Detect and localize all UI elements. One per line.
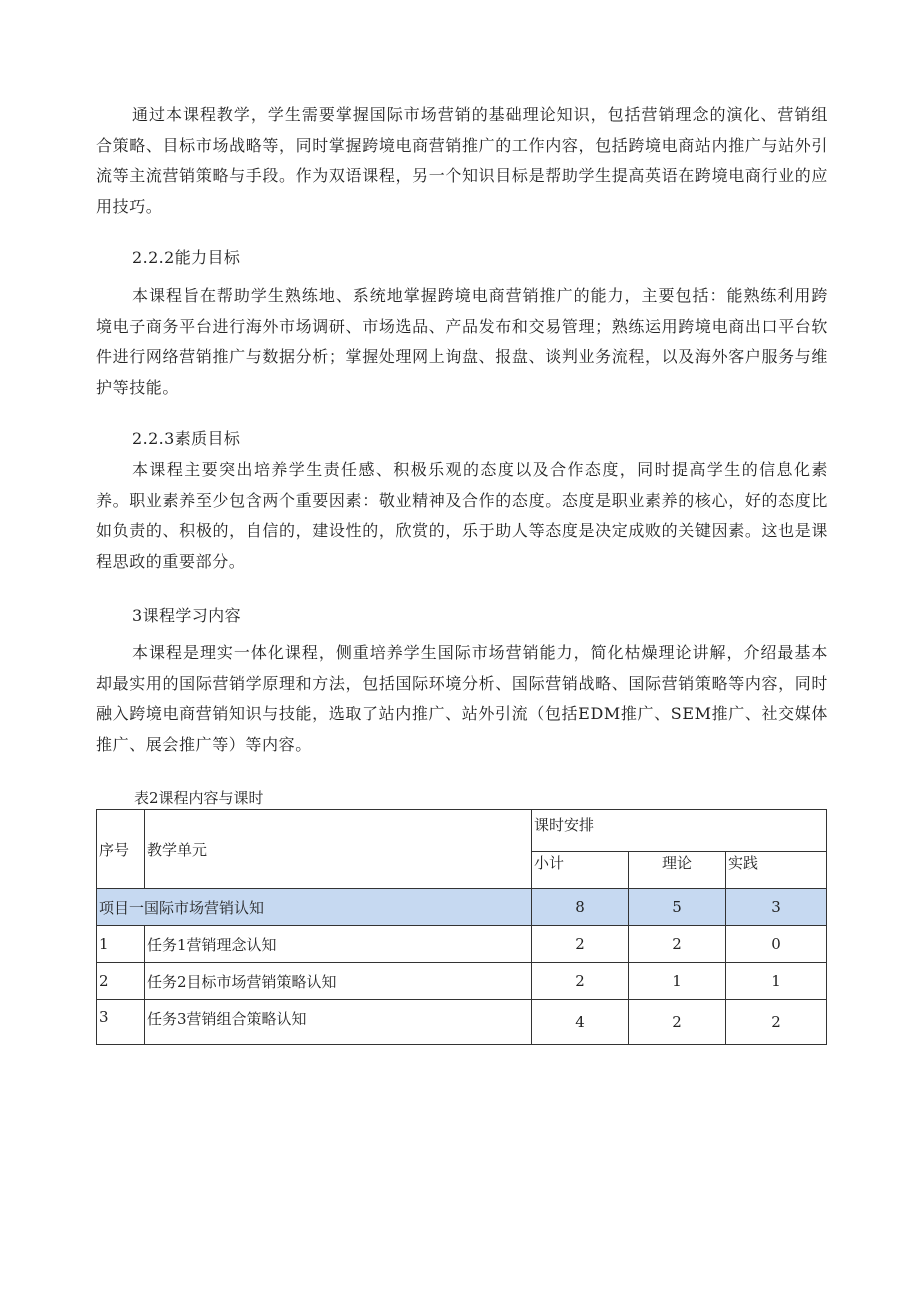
heading-course-content: 3课程学习内容 — [132, 606, 241, 625]
row-theory: 2 — [629, 926, 726, 963]
table-row — [97, 963, 827, 1000]
header-unit: 教学单元 — [145, 810, 532, 889]
header-practice: 实践 — [726, 852, 827, 889]
heading-ability-goal: 2.2.2能力目标 — [132, 248, 241, 267]
project-theory: 5 — [629, 889, 726, 926]
header-seq: 序号 — [97, 810, 145, 889]
row-seq: 2 — [97, 963, 145, 1000]
row-unit: 任务2目标市场营销策略认知 — [145, 963, 532, 1000]
paragraph-course-content: 本课程是理实一体化课程，侧重培养学生国际市场营销能力，简化枯燥理论讲解，介绍最基本却最实用的国际营销学原理和方法，包括国际环境分析、国际营销战略、国际营销策略等内容，同时融入跨境电商营销知识与技能，选取了站内推广、站外引流（包括EDM推广、SEM推广、社交媒体推广、展会推广等）等内容。 — [96, 643, 828, 754]
table-row — [97, 926, 827, 963]
project-name: 项目一国际市场营销认知 — [97, 889, 532, 926]
table-row — [97, 1000, 827, 1045]
row-practice: 2 — [726, 1000, 827, 1045]
paragraph-quality-goal: 本课程主要突出培养学生责任感、积极乐观的态度以及合作态度，同时提高学生的信息化素养。职业素养至少包含两个重要因素：敬业精神及合作的态度。态度是职业素养的核心，好的态度比如负责的、积极的，自信的，建设性的，欣赏的，乐于助人等态度是决定成败的关键因素。这也是课程思政的重要部分。 — [96, 460, 828, 571]
project-practice: 3 — [726, 889, 827, 926]
row-unit: 任务1营销理念认知 — [145, 926, 532, 963]
row-seq: 1 — [97, 926, 145, 963]
paragraph-ability-goal: 本课程旨在帮助学生熟练地、系统地掌握跨境电商营销推广的能力，主要包括：能熟练利用跨境电子商务平台进行海外市场调研、市场选品、产品发布和交易管理；熟练运用跨境电商出口平台软件进行网络营销推广与数据分析；掌握处理网上询盘、报盘、谈判业务流程，以及海外客户服务与维护等技能。 — [96, 286, 828, 397]
header-subtotal: 小计 — [532, 852, 629, 889]
row-practice: 1 — [726, 963, 827, 1000]
row-subtotal: 4 — [532, 1000, 629, 1045]
row-theory: 2 — [629, 1000, 726, 1045]
row-unit: 任务3营销组合策略认知 — [145, 1000, 532, 1045]
heading-quality-goal: 2.2.3素质目标 — [132, 429, 241, 448]
course-hours-table — [96, 809, 827, 1045]
table-caption: 表2课程内容与课时 — [134, 789, 264, 807]
table-project-row — [97, 889, 827, 926]
table-header-row — [97, 810, 827, 852]
row-subtotal: 2 — [532, 963, 629, 1000]
header-schedule: 课时安排 — [532, 810, 827, 852]
paragraph-knowledge-goal: 通过本课程教学，学生需要掌握国际市场营销的基础理论知识，包括营销理念的演化、营销组合策略、目标市场战略等，同时掌握跨境电商营销推广的工作内容，包括跨境电商站内推广与站外引流等主流营销策略与手段。作为双语课程，另一个知识目标是帮助学生提高英语在跨境电商行业的应用技巧。 — [96, 105, 828, 216]
row-subtotal: 2 — [532, 926, 629, 963]
header-theory: 理论 — [629, 852, 726, 889]
row-theory: 1 — [629, 963, 726, 1000]
row-practice: 0 — [726, 926, 827, 963]
row-seq: 3 — [97, 1000, 145, 1045]
project-subtotal: 8 — [532, 889, 629, 926]
